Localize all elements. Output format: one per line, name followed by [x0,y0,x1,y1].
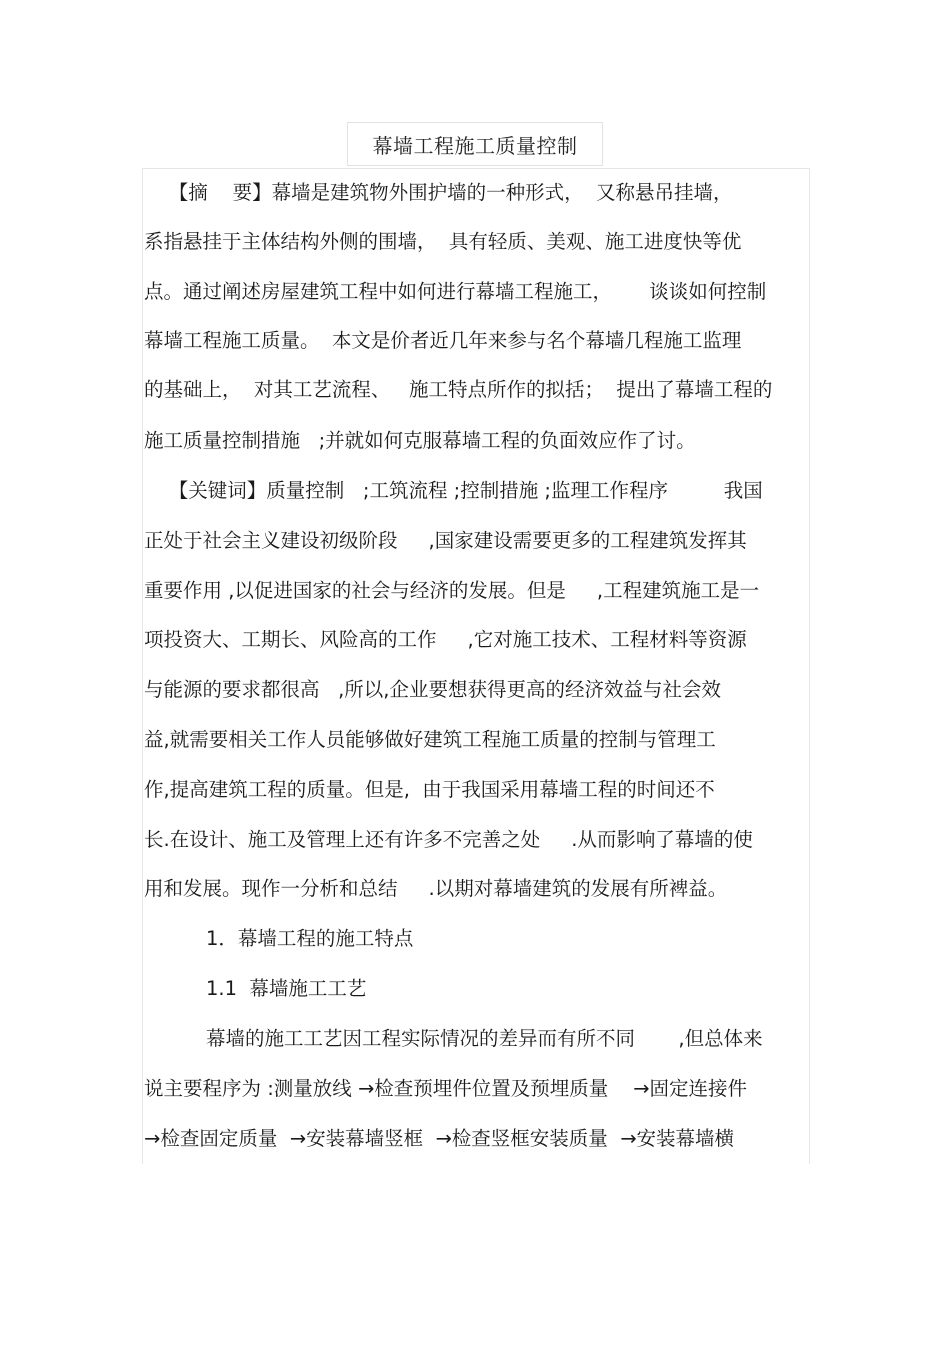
body-line: 与能源的要求都很高 ,所以,企业要想获得更高的经济效益与社会效 [144,678,721,701]
body-line: 项投资大、工期长、风险高的工作 ,它对施工技术、工程材料等资源 [144,628,747,651]
body-line: 作,提高建筑工程的质量。但是, 由于我国采用幕墙工程的时间还不 [144,778,715,801]
abstract-line: 施工质量控制措施 ;并就如何克服幕墙工程的负面效应作了讨。 [144,429,696,452]
keywords-line: 【关键词】质量控制 ;工筑流程 ;控制措施 ;监理工作程序 我国 [144,479,763,502]
abstract-line: 幕墙工程施工质量。 本文是价者近几年来参与名个幕墙几程施工监理 [144,329,742,352]
body-line: 长.在设计、施工及管理上还有许多不完善之处 .从而影响了幕墙的使 [144,828,753,851]
body-line: 用和发展。现作一分析和总结 .以期对幕墙建筑的发展有所裨益。 [144,877,728,900]
subsection-heading: 1.1 幕墙施工工艺 [144,977,367,1000]
abstract-line: 系指悬挂于主体结构外侧的围墙， 具有轻质、美观、施工进度快等优 [144,230,742,253]
body-line: 益,就需要相关工作人员能够做好建筑工程施工质量的控制与管理工 [144,728,716,751]
abstract-line: 点。通过阐述房屋建筑工程中如何进行幕墙工程施工， 谈谈如何控制 [144,280,767,303]
body-line: 正处于社会主义建设初级阶段 ,国家建设需要更多的工程建筑发挥其 [144,529,747,552]
page-content-frame [142,168,810,1164]
body-line: 重要作用 ,以促进国家的社会与经济的发展。但是 ,工程建筑施工是一 [144,579,760,602]
body-line: 幕墙的施工工艺因工程实际情况的差异而有所不同 ,但总体来 [144,1027,763,1050]
abstract-line: 的基础上， 对其工艺流程、 施工特点所作的拟括； 提出了幕墙工程的 [144,378,773,401]
document-title-box [347,122,603,166]
body-line: →检查固定质量 →安装幕墙竖框 →检查竖框安装质量 →安装幕墙横 [144,1127,735,1150]
abstract-line: 【摘 要】幕墙是建筑物外围护墙的一种形式， 又称悬吊挂墙， [144,181,733,204]
document-title: 幕墙工程施工质量控制 [372,133,578,158]
section-heading: 1．幕墙工程的施工特点 [144,927,414,950]
body-line: 说主要程序为 :测量放线 →检查预埋件位置及预埋质量 →固定连接件 [144,1077,747,1100]
